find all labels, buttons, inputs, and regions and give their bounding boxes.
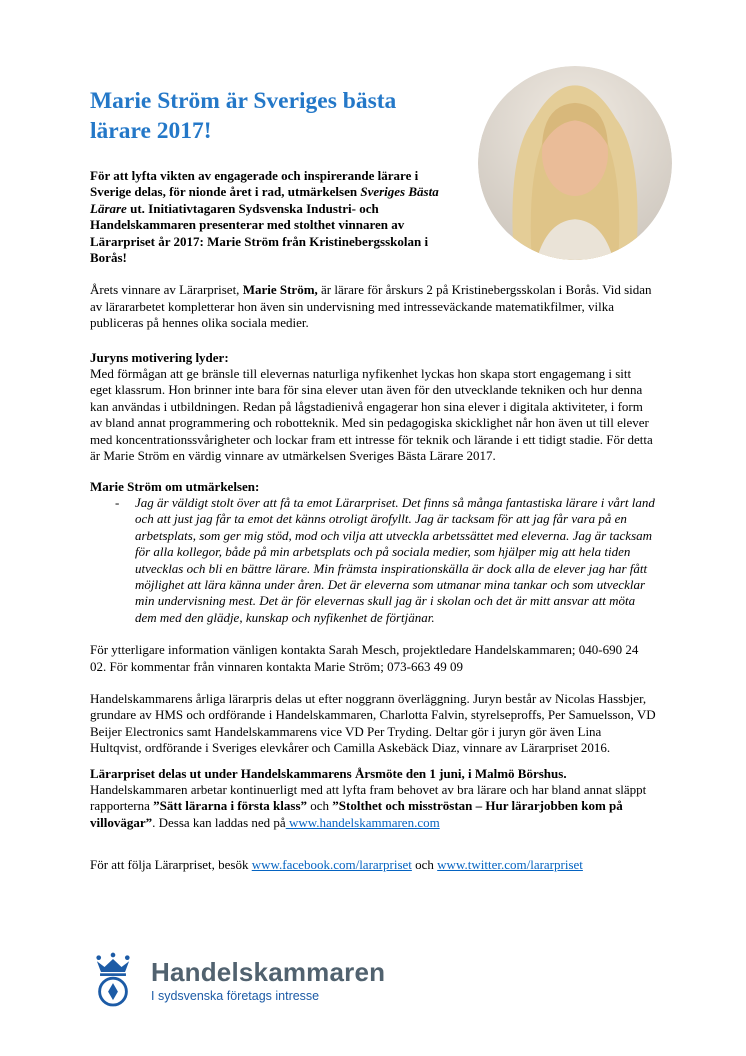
- footer-logo: [88, 952, 385, 1008]
- winner-quote: [115, 495, 656, 626]
- event-section: [90, 766, 656, 832]
- winner-name-bold: Marie Ström,: [242, 282, 318, 298]
- portrait-image: [478, 66, 672, 260]
- intro-text-pre: För att lyfta vikten av engagerade och inspirerande lärare i Sverige delas, för nionde året i rad, utmärkelsen: [90, 168, 419, 200]
- footer-brand-name: Handelskammaren: [151, 957, 386, 987]
- facebook-link[interactable]: www.facebook.com/lararpriset: [251, 857, 412, 873]
- intro-text-post: ut. Initiativtagaren Sydsvenska Industri- och Handelskammaren presenterar med stolthet vinnaren av Lärarpriset år 2017: Marie Ström från Kristinebergsskolan i Borås!: [90, 200, 429, 266]
- winner-statement-section: [90, 479, 656, 627]
- footer-brand-block: [151, 957, 385, 1003]
- reports-text-pre: Handelskammaren arbetar kontinuerligt med att lyfta fram behovet av bra lärare och har bland annat släppt rapporterna: [90, 782, 647, 814]
- jury-motivation-section: [90, 350, 656, 465]
- jury-motivation-text: Med förmågan att ge bränsle till elevernas naturliga nyfikenhet lyckas hon skapa stort engagemang i sitt eget klassrum. Hon brinner inte bara för sina elever utan även för den utvecklande tekniken och hur denna kan användas i utbildningen. Redan på lågstadienivå engagerar hon sina elever i digitala aktiviteter, i form av bland annat programmering och robotteknik. Med sin pedagogiska skicklighet når hon även ut till elever med koncentrationssvårigheter och lockar fram ett intresse för teknik och lärande i ett tidigt stadie. För detta är Marie Ström en värdig vinnare av utmärkelsen Sveriges Bästa Lärare 2017.: [90, 366, 653, 464]
- reports-paragraph: [90, 782, 656, 831]
- intro-paragraph: [90, 168, 458, 266]
- handelskammaren-website-link[interactable]: www.handelskammaren.com: [285, 814, 440, 830]
- event-announcement: Lärarpriset delas ut under Handelskammarens Årsmöte den 1 juni, i Malmö Börshus.: [90, 765, 567, 781]
- jury-members-paragraph: Handelskammarens årliga lärarpris delas ut efter noggrann överläggning. Juryn består av Nicolas Hassbjer, grundare av HMS och ordförande i Handelskammaren, Charlotta Falvin, styrelseproffs, Per Samuelsson, VD Beijer Electronics samt Handelskammarens vice VD Per Tryding. Deltar gör i juryn gör även Lina Hultqvist, ordförande i Sveriges elevkårer och Camilla Askebäck Diaz, vinnare av Lärarpriset 2016.: [90, 690, 656, 756]
- quote-dash: -: [115, 494, 120, 510]
- contact-paragraph: För ytterligare information vänligen kontakta Sarah Mesch, projektledare Handelskammaren; 040-690 24 02. För kommentar från vinnaren kontakta Marie Ström; 073-663 49 09: [90, 642, 639, 674]
- follow-text-pre: För att följa Lärarpriset, besök: [90, 857, 252, 873]
- follow-text-mid: och: [411, 857, 438, 873]
- quote-text: Jag är väldigt stolt över att få ta emot Lärarpriset. Det finns så många fantastiska lärare i vårt land och att just jag får ta emot det känns otroligt ärofyllt. Jag är tacksam för att jag får vara på en arbetsplats, som ger mig stöd, mod och vilja att utveckla arbetssättet med eleverna. Jag är tacksam för alla kollegor, både på min arbetsplats och på sociala medier, som hjälper mig att hela tiden utvecklas och bli en bättre lärare. Min främsta inspirationskälla är dock alla de elever jag har fått möjlighet att lära känna under åren. Det är eleverna som utmanar mina tankar och som utvecklar min undervisning mest. Det är för elevernas skull jag är i skolan och det är mitt ansvar att möta dem med den glädje, kunskap och nyfikenhet de förtjänar.: [135, 494, 655, 625]
- footer-tagline: I sydsvenska företags intresse: [151, 989, 320, 1003]
- reports-text-mid: och: [307, 798, 333, 814]
- intro-award-name: Sveriges Bästa Lärare: [90, 184, 439, 216]
- reports-text-post: . Dessa kan laddas ned på: [152, 814, 286, 830]
- winner-portrait-photo: [478, 66, 672, 260]
- jury-motivation-heading: Juryns motivering lyder:: [90, 349, 229, 365]
- winner-statement-heading: Marie Ström om utmärkelsen:: [90, 478, 260, 494]
- about-text-pre: Årets vinnare av Lärarpriset,: [90, 282, 243, 298]
- twitter-link[interactable]: www.twitter.com/lararpriset: [437, 857, 583, 873]
- report-title-1: ”Sätt lärarna i första klass”: [153, 798, 308, 814]
- follow-paragraph: [90, 857, 656, 873]
- about-text-post: är lärare för årskurs 2 på Kristinebergsskolan i Borås. Vid sidan av lärararbetet kompletterar hon även sin undervisning med intresseväckande matematikfilmer, vilka publiceras på hennes olika sociala medier.: [90, 282, 652, 331]
- page-title: Marie Ström är Sveriges bästa lärare 2017!: [90, 88, 397, 144]
- report-title-2: ”Stolthet och misströstan – Hur lärarjobben kom på villovägar”: [90, 798, 623, 830]
- about-paragraph: [90, 282, 656, 331]
- handelskammaren-crest-icon: [88, 952, 138, 1008]
